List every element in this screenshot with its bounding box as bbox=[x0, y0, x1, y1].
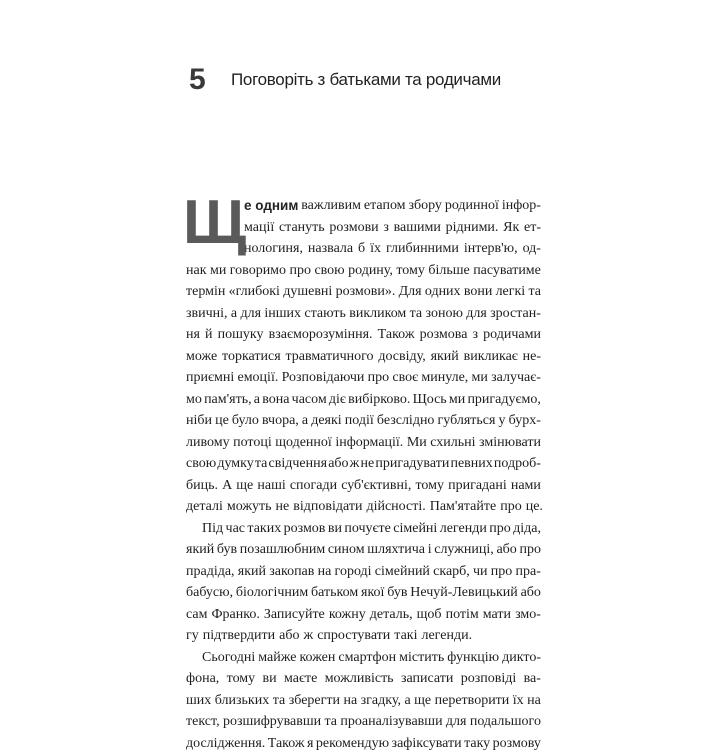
text-line: гу підтвердити або ж спростувати такі легенди. bbox=[186, 625, 541, 647]
text-line: дослідження. Також я рекомендую зафіксувати таку розмову bbox=[186, 733, 541, 754]
text-line: текст, розшифрувавши та проаналізувавши для подальшого bbox=[186, 711, 541, 733]
text-line: деталі можуть не відповідати дійсності. Пам'ятайте про це. bbox=[186, 496, 541, 518]
text-line: ливому потоці щоденної інформації. Ми схильні змінювати bbox=[186, 432, 541, 454]
text-line: ших близьких та зберегти на згадку, а ще перетворити їх на bbox=[186, 690, 541, 712]
text-line: Під час таких розмов ви почуєте сімейні легенди про діда, bbox=[186, 518, 541, 540]
text-line: фона, тому ви маєте можливість записати розповіді ва- bbox=[186, 668, 541, 690]
text-line: звичні, а для інших стають викликом та зоною для зростан- bbox=[186, 303, 541, 325]
text-line: свою думку та свідчення або ж не пригадувати певних подроб- bbox=[186, 453, 541, 475]
drop-cap-block bbox=[186, 195, 541, 260]
text-line: мації стануть розмови з вашими рідними. Як ет- bbox=[244, 217, 541, 239]
body-text bbox=[186, 195, 541, 754]
chapter-header bbox=[189, 60, 549, 100]
text-line: бабусю, біологічним батьком якої був Нечуй-Левицький або bbox=[186, 582, 541, 604]
text-line: е одним важливим етапом збору родинної інфор- bbox=[244, 195, 541, 217]
text-line: може торкатися травматичного досвіду, який викликає не- bbox=[186, 346, 541, 368]
text-line: сам Франко. Записуйте кожну деталь, щоб потім мати змо- bbox=[186, 604, 541, 626]
text-line: биць. А ще наші спогади суб'єктивні, тому пригадані нами bbox=[186, 475, 541, 497]
text-line: який був позашлюбним сином шляхтича і служниці, або про bbox=[186, 539, 541, 561]
text-line: Сьогодні майже кожен смартфон містить функцію дикто- bbox=[186, 647, 541, 669]
text-line: приємні емоції. Розповідаючи про своє минуле, ми залучає- bbox=[186, 367, 541, 389]
chapter-title: Поговоріть з батьками та родичами bbox=[231, 64, 501, 96]
lead-in-text: е одним bbox=[244, 195, 298, 217]
text-line: ніби це було вчора, а деякі події безслідно губляться у бурх- bbox=[186, 410, 541, 432]
text-line: ня й пошуку взаєморозуміння. Також розмова з родичами bbox=[186, 324, 541, 346]
chapter-number: 5 bbox=[189, 60, 206, 100]
drop-cap: Щ bbox=[183, 195, 246, 251]
text-line: нак ми говоримо про свою родину, тому більше пасуватиме bbox=[186, 260, 541, 282]
text-line: термін «глибокі душевні розмови». Для одних вони легкі та bbox=[186, 281, 541, 303]
text-line: нологиня, назвала б їх глибинними інтерв'ю, од- bbox=[244, 238, 541, 260]
text-line: мо пам'ять, а вона часом діє вибірково. Щось ми пригадуємо, bbox=[186, 389, 541, 411]
text-line: прадіда, який закопав на городі сімейний скарб, чи про пра- bbox=[186, 561, 541, 583]
